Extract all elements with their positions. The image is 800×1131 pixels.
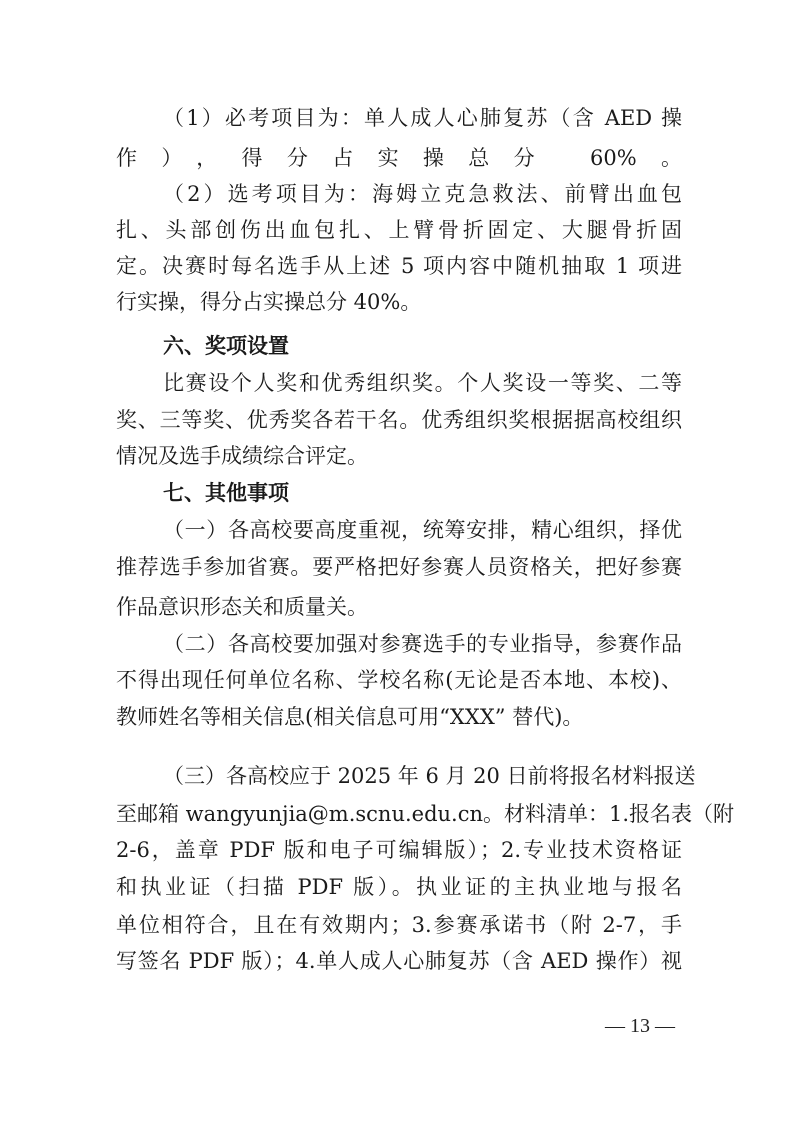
paragraph-line: （三）各高校应于 2025 年 6 月 20 日前将报名材料报送 bbox=[163, 764, 696, 788]
paragraph-line: 比赛设个人奖和优秀组织奖。个人奖设一等奖、二等 bbox=[163, 371, 682, 395]
paragraph-line-email: 至邮箱 wangyunjia@m.scnu.edu.cn。材料清单：1.报名表（附 bbox=[116, 802, 735, 826]
paragraph-line: （2）选考项目为：海姆立克急救法、前臂出血包 bbox=[163, 182, 682, 206]
section-heading-other-matters: 七、其他事项 bbox=[163, 481, 289, 505]
paragraph-line: （二）各高校要加强对参赛选手的专业指导，参赛作品 bbox=[163, 632, 682, 656]
paragraph-line: 推荐选手参加省赛。要严格把好参赛人员资格关，把好参赛 bbox=[116, 555, 682, 579]
paragraph-line: 扎、头部创伤出血包扎、上臂骨折固定、大腿骨折固 bbox=[116, 218, 682, 242]
paragraph-line: 定。决赛时每名选手从上述 5 项内容中随机抽取 1 项进 bbox=[116, 254, 682, 278]
paragraph-line: 不得出现任何单位名称、学校名称(无论是否本地、本校)、 bbox=[116, 668, 682, 692]
paragraph-line: 和执业证（扫描 PDF 版）。执业证的主执业地与报名 bbox=[116, 875, 682, 899]
paragraph-line: 奖、三等奖、优秀奖各若干名。优秀组织奖根据据高校组织 bbox=[116, 408, 682, 432]
paragraph-line: （一）各高校要高度重视，统筹安排，精心组织，择优 bbox=[163, 518, 682, 542]
paragraph-line: 教师姓名等相关信息(相关信息可用“XXX” 替代)。 bbox=[116, 705, 584, 729]
paragraph-line: 行实操，得分占实操总分 40%。 bbox=[116, 290, 422, 314]
paragraph-line: 作），得分占实操总分 60%。 bbox=[116, 146, 682, 170]
paragraph-line: 写签名 PDF 版）；4.单人成人心肺复苏（含 AED 操作）视 bbox=[116, 949, 682, 973]
paragraph-line: 单位相符合，且在有效期内；3.参赛承诺书（附 2-7，手 bbox=[116, 913, 682, 937]
paragraph-line: （1）必考项目为：单人成人心肺复苏（含 AED 操 bbox=[163, 106, 682, 130]
section-heading-awards: 六、奖项设置 bbox=[163, 334, 289, 358]
paragraph-line: 作品意识形态关和质量关。 bbox=[116, 595, 368, 619]
paragraph-line: 情况及选手成绩综合评定。 bbox=[116, 444, 368, 468]
paragraph-line: 2-6，盖章 PDF 版和电子可编辑版）；2.专业技术资格证 bbox=[116, 838, 682, 862]
page-number: — 13 — bbox=[605, 1015, 675, 1037]
